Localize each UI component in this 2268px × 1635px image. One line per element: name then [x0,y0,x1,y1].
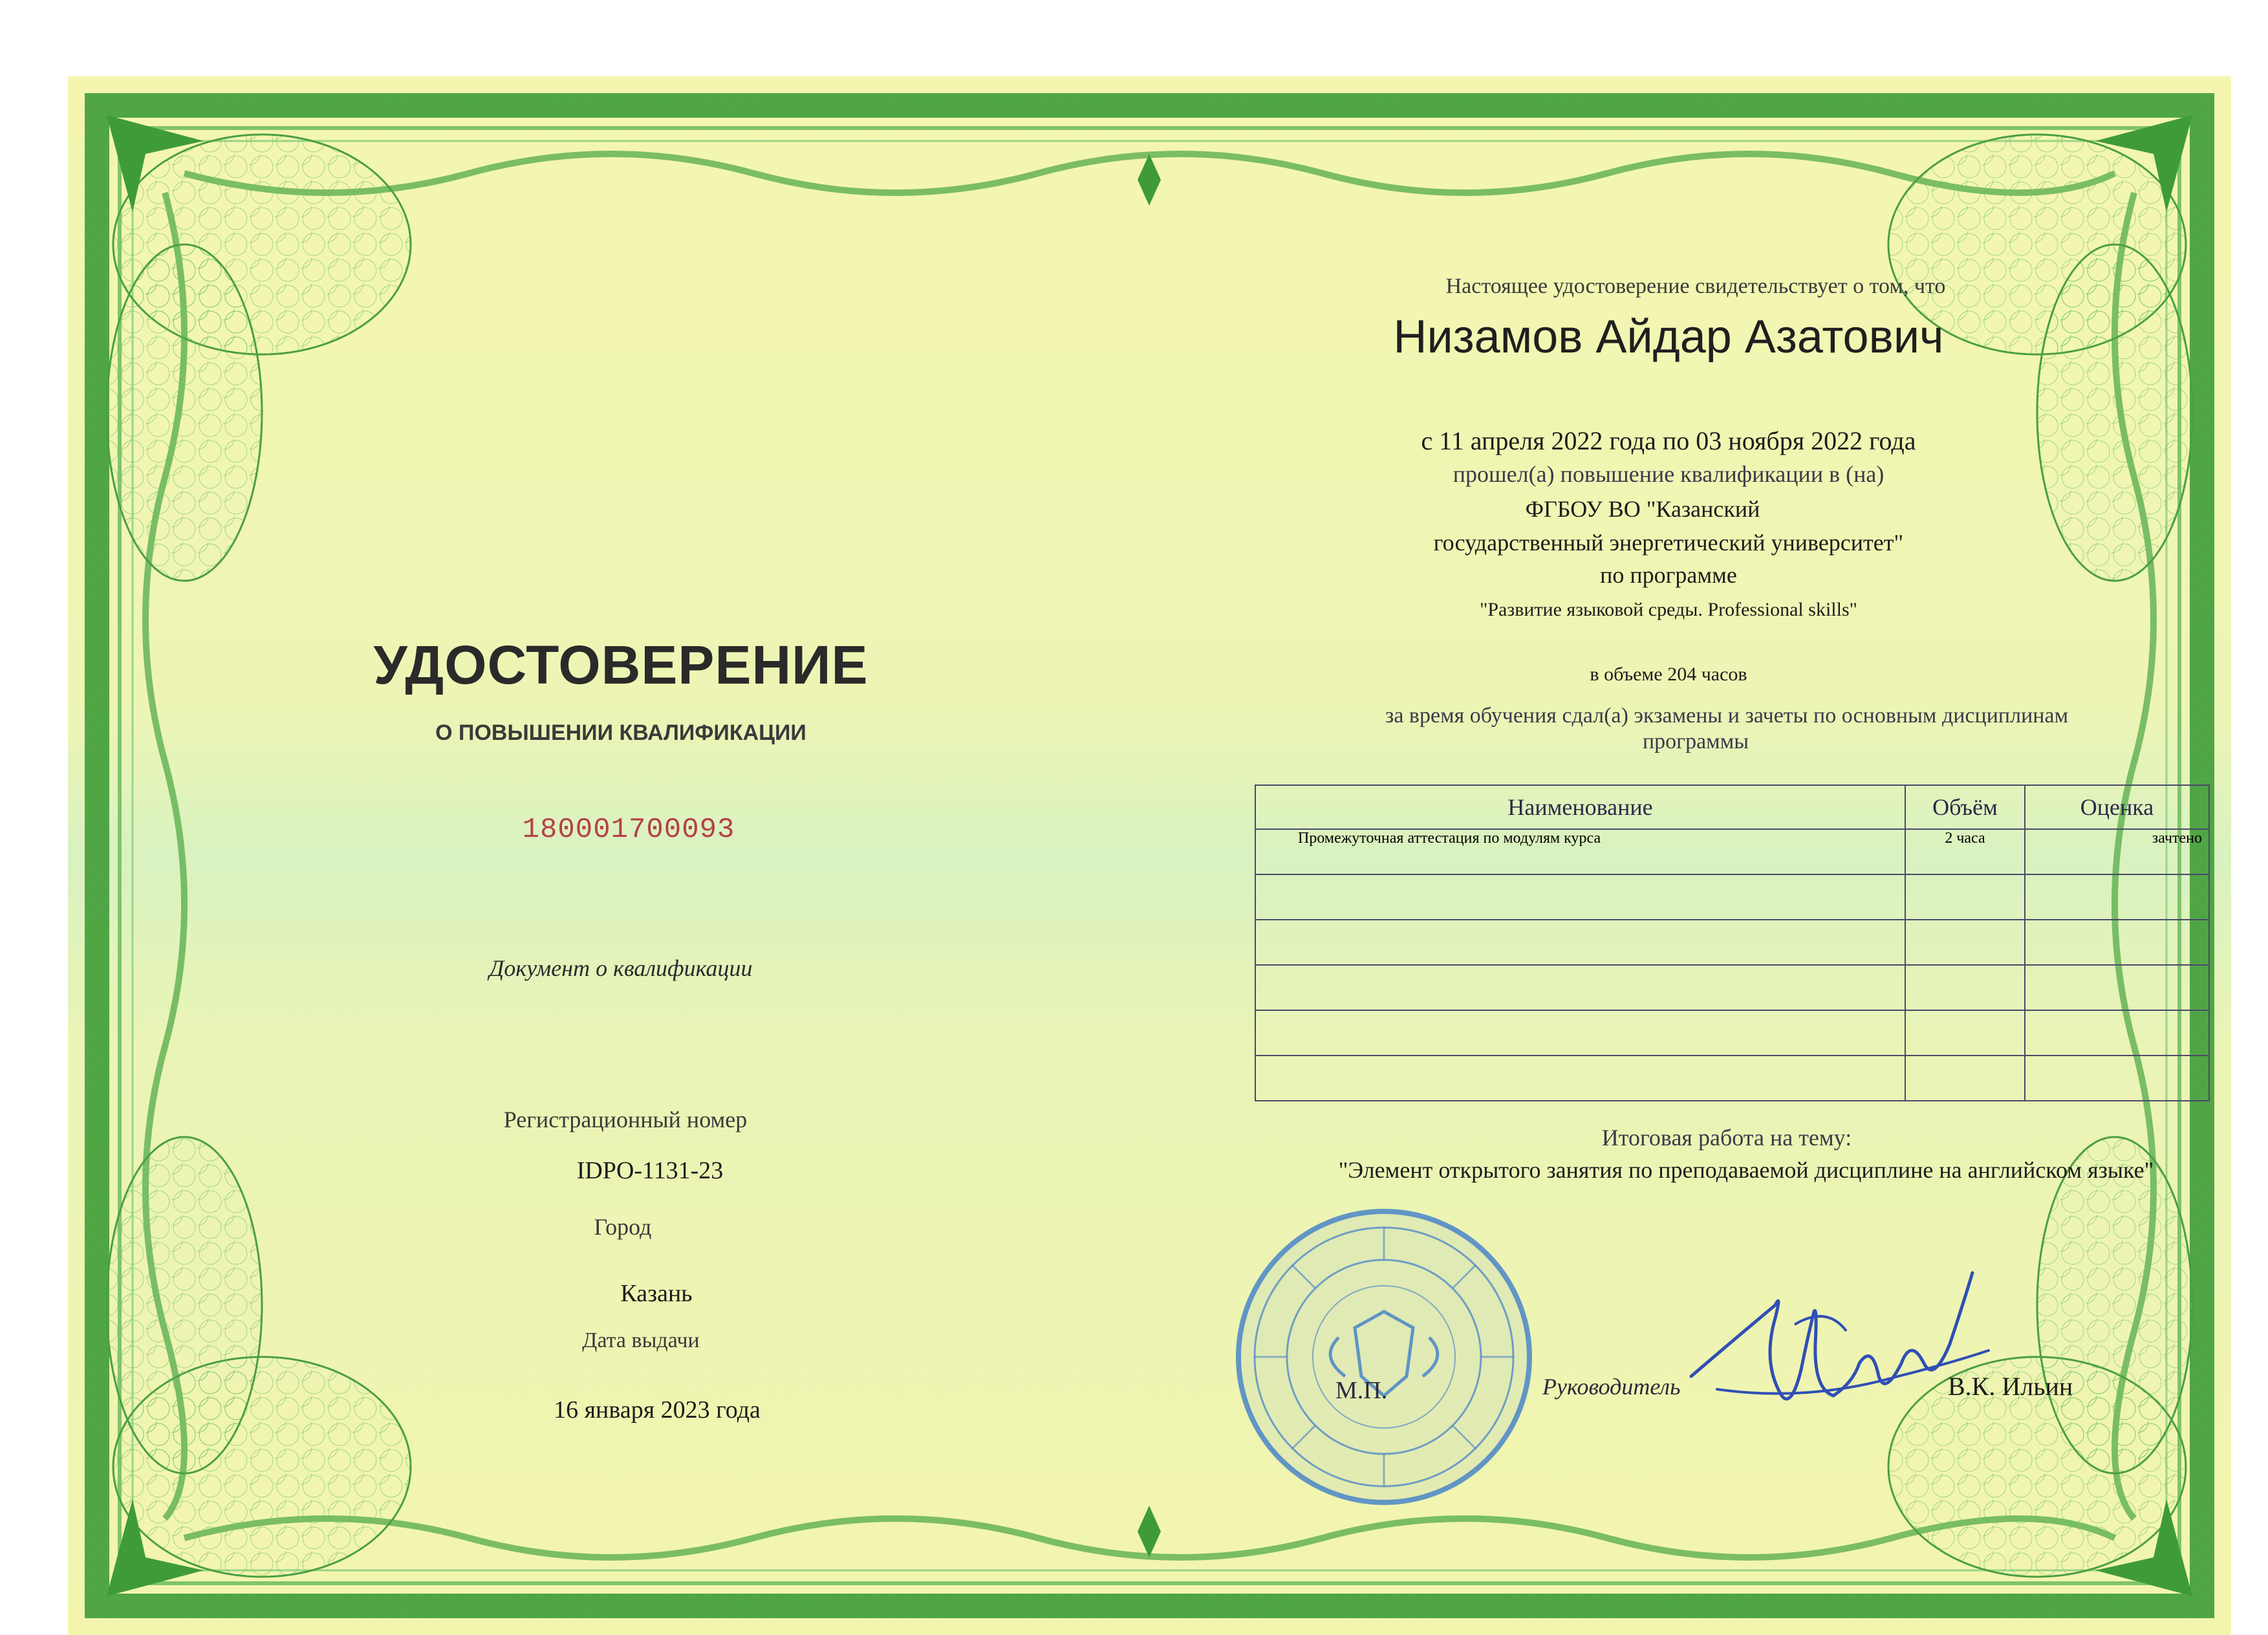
cell-hours: 2 часа [1905,829,2025,874]
course-volume: в объеме 204 часов [1590,664,1747,685]
cell-hours [1905,920,2025,965]
head-label: Руководитель [1542,1374,1681,1400]
cell-subject [1255,1056,1905,1101]
column-header-volume: Объём [1905,785,2025,829]
cell-grade [2025,965,2209,1010]
registration-label: Регистрационный номер [503,1107,748,1132]
table-row [1255,1010,2209,1056]
study-period: с 11 апреля 2022 года по 03 ноября 2022 года [1421,426,1916,455]
document-type: Документ о квалификации [489,955,753,981]
cell-hours [1905,874,2025,920]
completed-text: прошел(а) повышение квалификации в (на) [1453,461,1885,487]
final-work-label: Итоговая работа на тему: [1601,1125,1852,1151]
cell-subject [1255,874,1905,920]
handwritten-signature-icon [1678,1266,2014,1447]
head-name: В.К. Ильин [1948,1372,2073,1401]
stamp-place-label: М.П. [1335,1377,1388,1404]
certifies-text: Настоящее удостоверение свидетельствует о том, что [1445,274,1946,298]
issue-date: 16 января 2023 года [554,1396,761,1424]
cell-subject [1255,965,1905,1010]
cell-subject [1255,920,1905,965]
grades-table [1255,785,2210,1101]
exams-text-line-2: программы [1642,730,1749,753]
exams-text-line-1: за время обучения сдал(а) экзамены и зачеты по основным дисциплинам [1385,704,2069,728]
cell-subject [1255,1010,1905,1056]
cell-grade: зачтено [2025,829,2209,874]
cell-subject: Промежуточная аттестация по модулям курса [1255,829,1905,874]
registration-number: IDPO-1131-23 [576,1157,724,1184]
organization-line-1: ФГБОУ ВО "Казанский [1525,496,1760,522]
column-header-name: Наименование [1255,785,1905,829]
table-row [1255,874,2209,920]
table-header-row [1255,785,2209,829]
table-row [1255,1056,2209,1101]
city-value: Казань [620,1280,693,1307]
cell-grade [2025,920,2209,965]
cell-hours [1905,1056,2025,1101]
cell-hours [1905,1010,2025,1056]
table-row [1255,920,2209,965]
city-label: Город [594,1214,652,1240]
column-header-grade: Оценка [2025,785,2209,829]
issue-date-label: Дата выдачи [582,1328,700,1352]
cell-grade [2025,874,2209,920]
holder-name: Низамов Айдар Азатович [1393,311,1944,363]
cell-grade [2025,1056,2209,1101]
table-row [1255,829,2209,874]
table-row [1255,965,2209,1010]
serial-number: 180001700093 [522,814,735,846]
cell-hours [1905,965,2025,1010]
certificate-title: УДОСТОВЕРЕНИЕ [373,634,869,695]
certificate-sheet [68,76,2231,1635]
round-official-seal-icon [1216,1189,1552,1525]
program-name: "Развитие языковой среды. Professional skills" [1480,599,1857,620]
final-work-topic: "Элемент открытого занятия по преподаваемой дисциплине на английском языке" [1338,1157,2154,1183]
cell-grade [2025,1010,2209,1056]
organization-line-2: государственный энергетический университет" [1433,530,1904,556]
program-label: по программе [1600,562,1737,588]
certificate-subtitle: О ПОВЫШЕНИИ КВАЛИФИКАЦИИ [435,720,806,745]
